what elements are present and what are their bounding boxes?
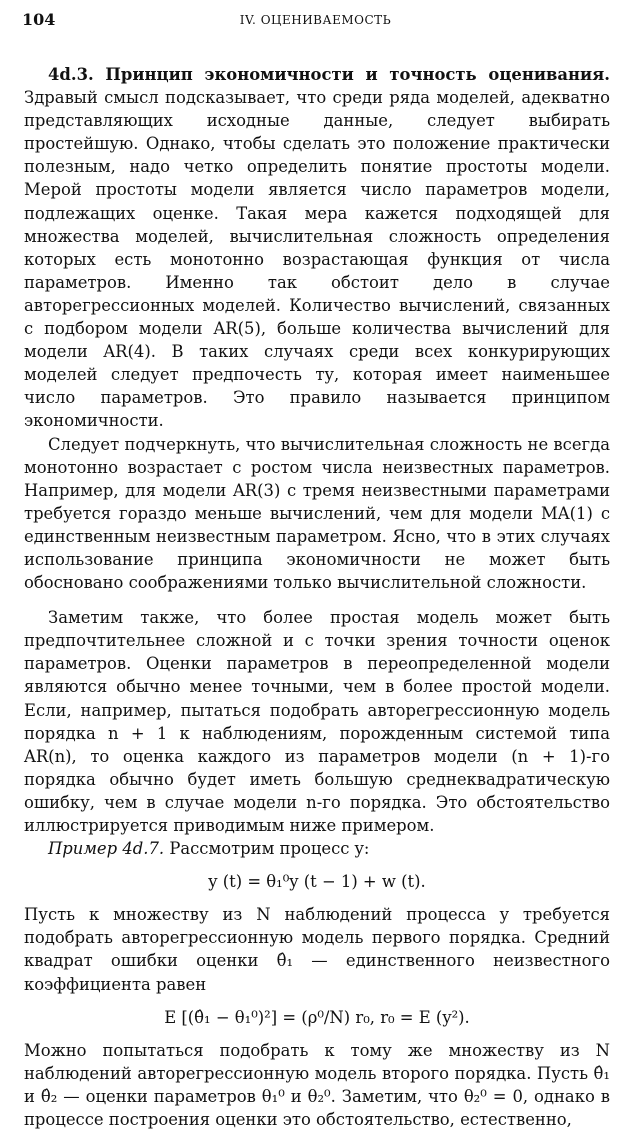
paragraph: Пусть к множеству из N наблюдений процесса y требуется подобрать авторегрессионную модель первого порядка. Средний квадрат ошибки оценки θ̂₁ — единственного неизвестного коэффициента равен	[24, 905, 610, 994]
page-header	[22, 10, 609, 32]
equation: E [(θ̂₁ − θ₁⁰)²] = (ρ⁰/N) r₀, r₀ = E (y²).	[164, 1007, 470, 1027]
paragraph: Заметим также, что более простая модель может быть предпочтительнее сложной и с точки зрения точности оценок параметров. Оценки параметров в переопределенной модели являются обычно менее точными, чем в более простой модели. Если, например, пытаться подобрать авторегрессионную модель порядка n + 1 к наблюдениям, порожденным системой типа AR(n), то оценка каждого из параметров модели (n + 1)-го порядка обычно будет иметь большую среднеквадратическую ошибку, чем в случае модели n-го порядка. Это обстоятельство иллюстрируется приводимым ниже примером.	[24, 608, 610, 835]
section-paragraph	[24, 63, 610, 433]
paragraph: Можно попытаться подобрать к тому же множеству из N наблюдений авторегрессионную модель второго порядка. Пусть θ̂₁ и θ̂₂ — оценки параметров θ₁⁰ и θ₂⁰. Заметим, что θ₂⁰ = 0, однако в процессе построения оценки это обстоятельство, естественно,	[24, 1040, 610, 1130]
example-intro: Рассмотрим процесс y:	[169, 839, 370, 859]
paragraph-text: Здравый смысл подсказывает, что среди ряда моделей, адекватно представляющих исходные данные, следует выбирать простейшую. Однако, чтобы сделать это положение практически полезным, надо четко определить понятие простоты модели. Мерой простоты модели является число параметров модели, подлежащих оценке. Такая мера кажется подходящей для множества моделей, вычислительная сложность определения которых есть монотонно возрастающая функция от числа параметров. Именно так обстоит дело в случае авторегрессионных моделей. Количество вычислений, связанных с подбором модели AR(5), больше количества вычислений для модели AR(4). В таких случаях среди всех конкурирующих моделей следует предпочесть ту, которая имеет наименьшее число параметров. Это правило называется принципом экономичности.	[24, 88, 610, 431]
example-line	[24, 837, 610, 860]
paragraph: Следует подчеркнуть, что вычислительная сложность не всегда монотонно возрастает с ростом числа неизвестных параметров. Например, для модели AR(3) с тремя неизвестными параметрами требуется гораздо меньше вычислений, чем для модели MA(1) с единственным неизвестным параметром. Ясно, что в этих случаях использование принципа экономичности не может быть обосновано соображениями только вычислительной сложности.	[24, 434, 610, 593]
page-number: 104	[22, 10, 56, 29]
running-head: IV. ОЦЕНИВАЕМОСТЬ	[239, 13, 392, 27]
equation: y (t) = θ₁⁰y (t − 1) + w (t).	[208, 872, 426, 892]
page-body	[24, 63, 610, 1131]
section-heading: 4d.3. Принцип экономичности и точность оценивания.	[48, 65, 610, 84]
example-label: Пример 4d.7.	[48, 839, 165, 859]
